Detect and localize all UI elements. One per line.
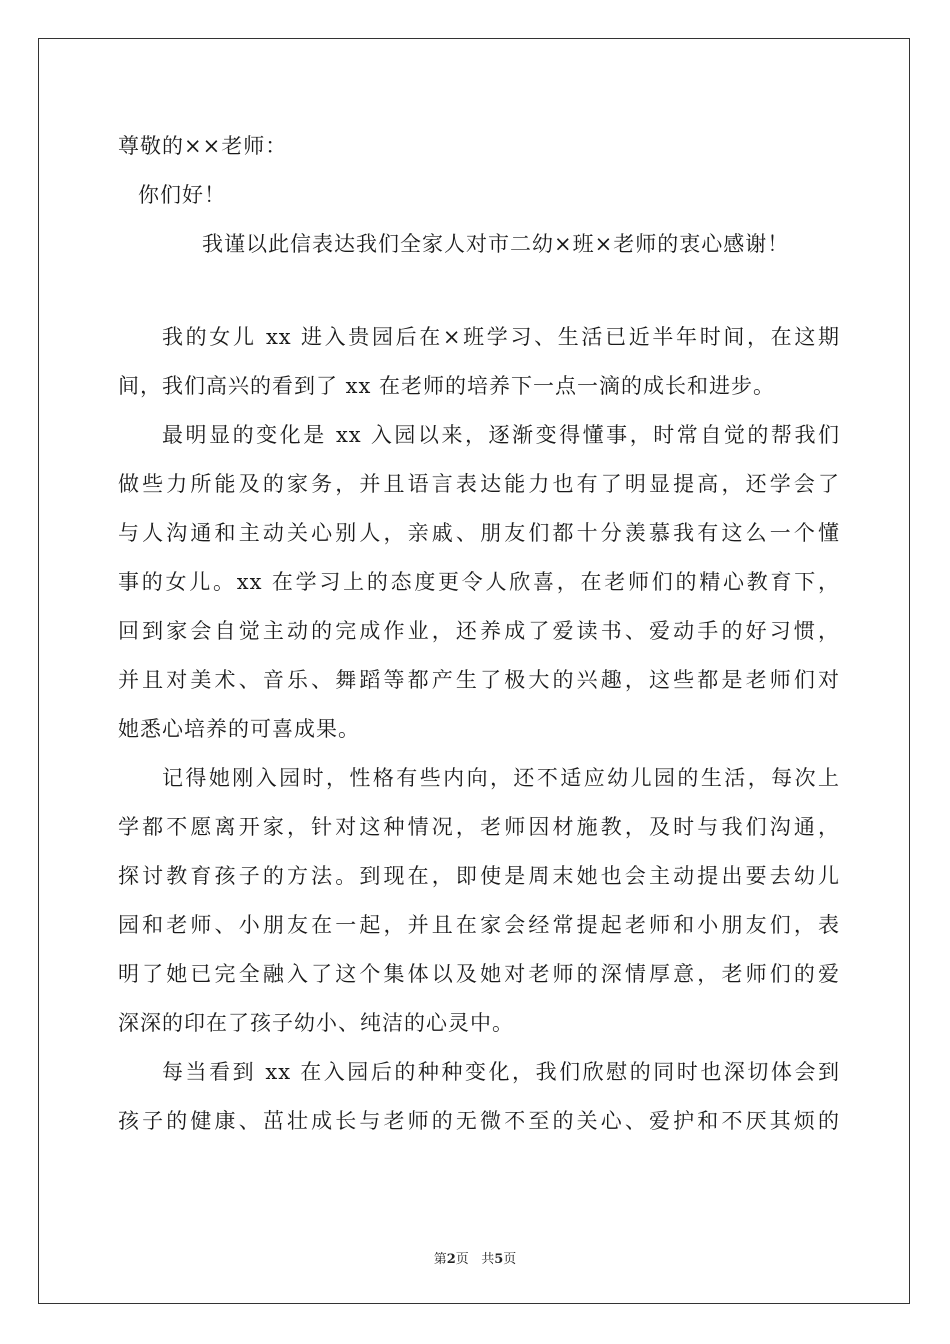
paragraph-line: 她悉心培养的可喜成果。 [118, 717, 360, 741]
page-unit: 页 [455, 1252, 469, 1267]
intro-line: 我谨以此信表达我们全家人对市二幼×班×老师的衷心感谢！ [202, 232, 790, 256]
total-prefix: 共 [481, 1252, 495, 1267]
paragraph-line: 记得她刚入园时，性格有些内向，还不适应幼儿园的生活，每次上 [162, 766, 840, 790]
page-current: 2 [446, 1252, 456, 1267]
paragraph-line: 并且对美术、音乐、舞蹈等都产生了极大的兴趣，这些都是老师们对 [118, 668, 840, 692]
paragraph-line: 园和老师、小朋友在一起，并且在家会经常提起老师和小朋友们，表 [118, 913, 840, 937]
paragraph-line: 探讨教育孩子的方法。到现在，即使是周末她也会主动提出要去幼儿 [118, 864, 840, 888]
paragraph-line: 最明显的变化是 xx 入园以来，逐渐变得懂事，时常自觉的帮我们 [162, 423, 840, 447]
page-total: 5 [494, 1252, 504, 1267]
paragraph-line: 学都不愿离开家，针对这种情况，老师因材施教，及时与我们沟通， [118, 815, 840, 839]
page-number-footer [0, 1248, 950, 1267]
paragraph-line: 深深的印在了孩子幼小、纯洁的心灵中。 [118, 1011, 514, 1035]
paragraph-line: 每当看到 xx 在入园后的种种变化，我们欣慰的同时也深切体会到 [162, 1060, 840, 1084]
paragraph-line: 与人沟通和主动关心别人，亲戚、朋友们都十分羡慕我有这么一个懂 [118, 521, 840, 545]
paragraph-line: 回到家会自觉主动的完成作业，还养成了爱读书、爱动手的好习惯， [118, 619, 840, 643]
paragraph-line: 事的女儿。xx 在学习上的态度更令人欣喜，在老师们的精心教育下， [118, 570, 840, 594]
paragraph-gap [118, 273, 840, 317]
paragraph-line: 孩子的健康、茁壮成长与老师的无微不至的关心、爱护和不厌其烦的 [118, 1109, 840, 1133]
paragraph-line: 做些力所能及的家务，并且语言表达能力也有了明显提高，还学会了 [118, 472, 840, 496]
page-prefix: 第 [433, 1252, 447, 1267]
paragraph-line: 间，我们高兴的看到了 xx 在老师的培养下一点一滴的成长和进步。 [118, 374, 776, 398]
paragraph-line: 我的女儿 xx 进入贵园后在×班学习、生活已近半年时间，在这期 [162, 325, 840, 349]
paragraph-line: 明了她已完全融入了这个集体以及她对老师的深情厚意，老师们的爱 [118, 962, 840, 986]
salutation: 尊敬的××老师： [118, 134, 288, 158]
greeting: 你们好！ [138, 183, 226, 207]
letter-body [118, 126, 840, 1150]
total-unit: 页 [503, 1252, 517, 1267]
